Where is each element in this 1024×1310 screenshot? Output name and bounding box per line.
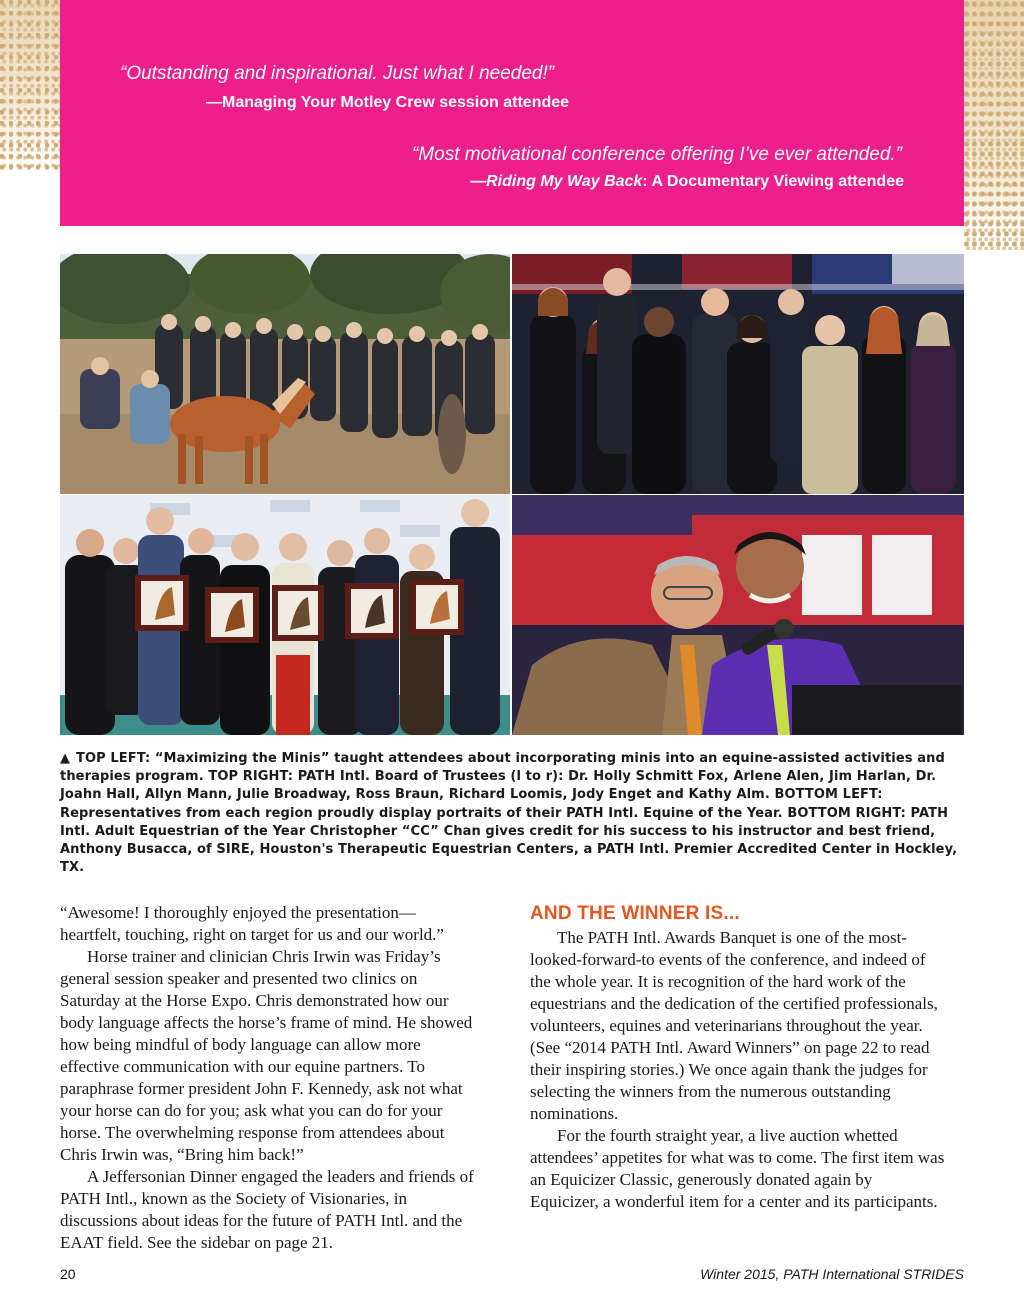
attribution-remainder: : A Documentary Viewing attendee xyxy=(642,173,904,190)
jeffersonian-dinner-paragraph: A Jeffersonian Dinner engaged the leaders and friends of PATH Intl., known as the Society of Visionaries, in discussions about ideas for the future of PATH Intl. and the EAAT field. See the sidebar on page 21. xyxy=(60,1167,474,1252)
attendee-quote-paragraph: “Awesome! I thoroughly enjoyed the presentation—heartfelt, touching, right on target for us and our world.” xyxy=(60,903,444,944)
testimonial-quote-2: “Most motivational conference offering I’ve ever attended.” xyxy=(411,144,902,165)
regional-representatives-with-portraits-photo xyxy=(60,495,510,735)
board-of-trustees-photo xyxy=(512,254,964,494)
group-with-mini-horse-photo xyxy=(60,254,510,494)
section-heading: AND THE WINNER IS... xyxy=(530,903,740,924)
right-text-column xyxy=(530,903,945,1213)
publication-footer: Winter 2015, PATH International STRIDES xyxy=(700,1266,964,1282)
gold-sparkle-decoration-right xyxy=(964,0,1024,250)
live-auction-paragraph: For the fourth straight year, a live auction whetted attendees’ appetites for what was to come. The first item was an Equicizer Classic, generously donated again by Equicizer, a wonderful item for a center and its participants. xyxy=(530,1126,945,1211)
triangle-up-icon: ▲ xyxy=(60,751,71,766)
gold-sparkle-decoration-left xyxy=(0,0,60,170)
testimonial-quote-1: “Outstanding and inspirational. Just what I needed!” xyxy=(120,63,555,84)
awards-banquet-paragraph: The PATH Intl. Awards Banquet is one of the most-looked-forward-to events of the conference, and indeed of the whole year. It is recognition of the hard work of the equestrians and the dedication of the certified professionals, volunteers, equines and veterinarians throughout the year. (See “2014 PATH Intl. Award Winners” on page 22 to read their inspiring stories.) We once again thank the judges for selecting the winners from the numerous outstanding nominations. xyxy=(530,928,938,1123)
left-text-column xyxy=(60,902,475,1254)
testimonial-attribution-2 xyxy=(470,173,904,191)
chris-irwin-paragraph: Horse trainer and clinician Chris Irwin was Friday’s general session speaker and presented two clinics on Saturday at the Horse Expo. Chris demonstrated how our body language affects the horse’s frame of mind. He showed how being mindful of body language can allow more effective communication with our equine partners. To paraphrase former president John F. Kennedy, ask not what your horse can do for you; ask what you can do for your horse. The overwhelming response from attendees about Chris Irwin was, “Bring him back!” xyxy=(60,947,473,1164)
photo-caption-text: TOP LEFT: “Maximizing the Minis” taught attendees about incorporating minis into an equine-assisted activities and therapies program. TOP RIGHT: PATH Intl. Board of Trustees (l to r): Dr. Holly Schmitt Fox, Arlene Alen, Jim Harlan, Dr. Joahn Hall, Allyn Mann, Julie Broadway, Ross Braun, Richard Loomis, Jody Enget and Kathy Alm. BOTTOM LEFT: Representatives from each region proudly display portraits of their PATH Intl. Equine of the Year. BOTTOM RIGHT: PATH Intl. Adult Equestrian of the Year Christopher “CC” Chan gives credit for his success to his instructor and best friend, Anthony Busacca, of SIRE, Houston's Therapeutic Equestrian Centers, a PATH Intl. Premier Accredited Center in Hockley, TX. xyxy=(60,751,958,876)
page-number: 20 xyxy=(60,1266,76,1282)
documentary-title: —Riding My Way Back xyxy=(470,173,643,190)
testimonial-attribution-1: —Managing Your Motley Crew session attendee xyxy=(206,94,570,111)
adult-equestrian-of-the-year-photo xyxy=(512,495,964,735)
photo-caption xyxy=(60,750,964,877)
testimonial-quote-box xyxy=(60,0,964,226)
